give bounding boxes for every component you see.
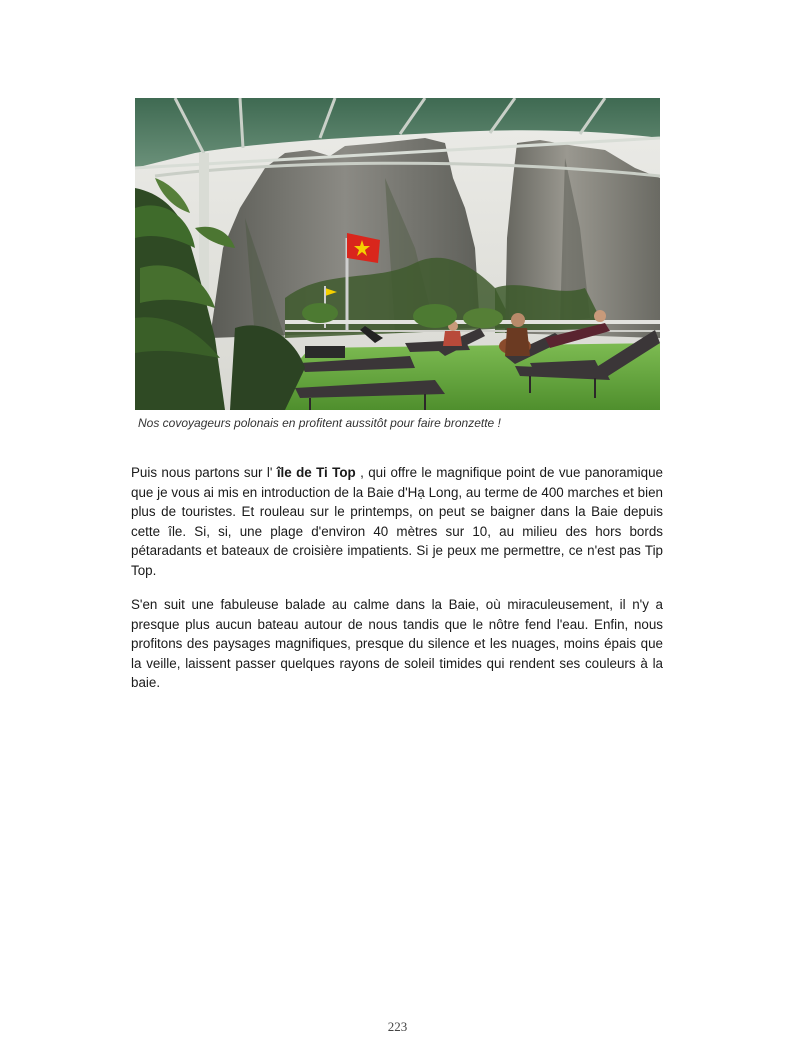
place-name-ti-top: île de Ti Top xyxy=(276,465,356,480)
paragraph-ti-top xyxy=(131,463,663,580)
figure-caption: Nos covoyageurs polonais en profitent aussitôt pour faire bronzette ! xyxy=(138,416,501,430)
deck-photo xyxy=(135,98,660,410)
page-number: 223 xyxy=(387,1019,408,1034)
photo-image xyxy=(135,98,660,410)
paragraph-text: , qui offre le magnifique point de vue panoramique que je vous ai mis en introduction de la Baie d'Hạ Long, au terme de 400 marches et bien plus de touristes. Et rouleau sur le printemps, on peut se baigner dans la Baie depuis cette île. Si, si, une plage d'environ 40 mètres sur 10, au milieu des hors bords pétaradants et bateaux de croisière impatients. Si je peux me permettre, ce n'est pas Tip Top. xyxy=(131,465,663,578)
paragraph-bay-walk: S'en suit une fabuleuse balade au calme dans la Baie, où miraculeusement, il n'y a presque plus aucun bateau autour de nous tandis que le nôtre fend l'eau. Enfin, nous profitons des paysages magnifiques, presque du silence et les nuages, moins épais que la veille, laissent passer quelques rayons de soleil timides qui rendent ses couleurs à la baie. xyxy=(131,597,663,690)
paragraph-text: Puis nous partons sur l' xyxy=(131,465,273,480)
